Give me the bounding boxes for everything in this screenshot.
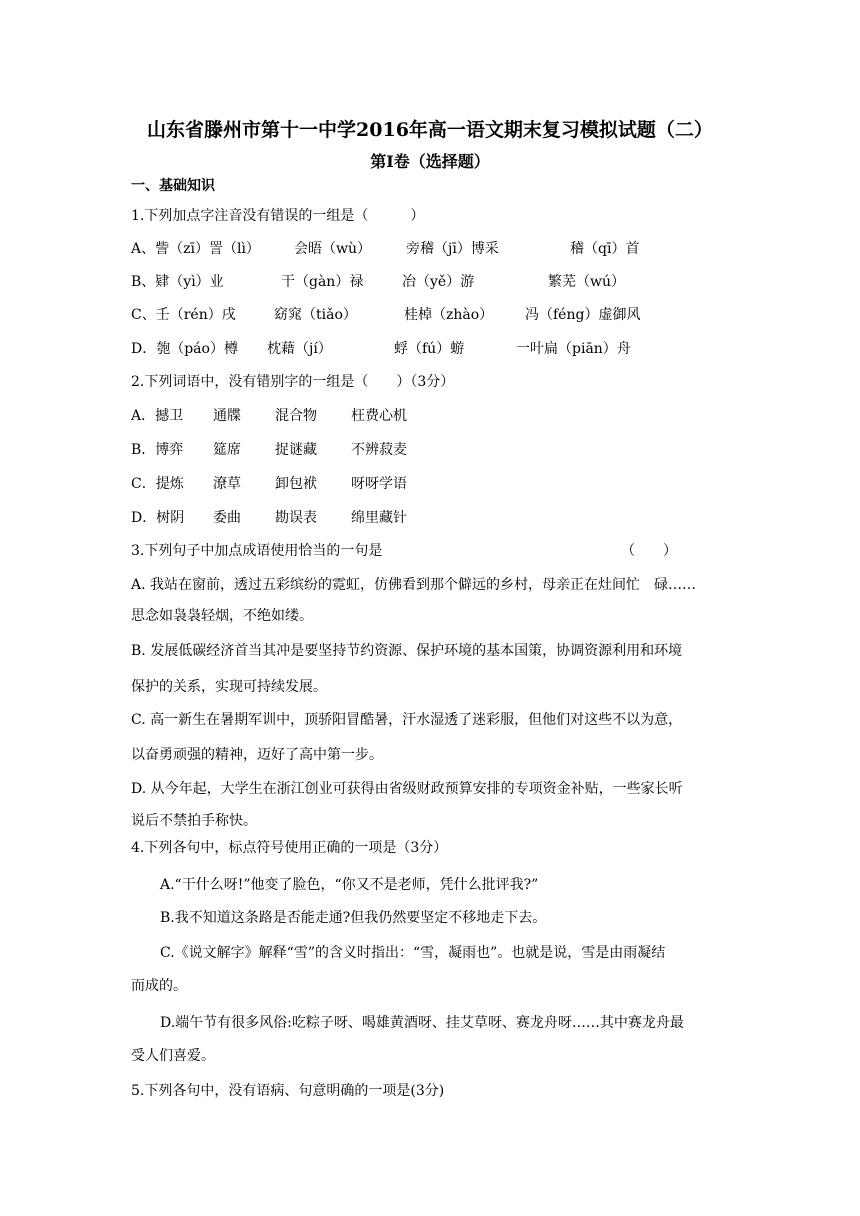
option-part: 干（gàn）禄 bbox=[281, 274, 364, 290]
section-heading: 一、基础知识 bbox=[131, 178, 215, 194]
question-3-option-a-line-2: 思念如袅袅轻烟，不绝如缕。 bbox=[131, 608, 313, 624]
question-5-stem: 5.下列各句中，没有语病、句意明确的一项是(3分) bbox=[131, 1083, 445, 1099]
document-subtitle: 第Ⅰ卷（选择题） bbox=[370, 152, 490, 171]
option-part: 枕藉（jí） bbox=[267, 341, 332, 357]
question-2-stem: 2.下列词语中，没有错别字的一组是（ ）（3分） bbox=[131, 374, 455, 390]
question-2-option-d bbox=[131, 508, 407, 528]
option-part: A、訾（zī）詈（lì） bbox=[131, 241, 260, 257]
option-part: 捉谜藏 bbox=[275, 442, 317, 458]
question-2-option-c bbox=[131, 474, 407, 494]
question-3-option-a-line-1: A. 我站在窗前，透过五彩缤纷的霓虹，仿佛看到那个僻远的乡村，母亲正在灶间忙 碌…… bbox=[131, 577, 697, 593]
option-part: 会晤（wù） bbox=[294, 241, 371, 257]
option-part: 混合物 bbox=[275, 408, 317, 424]
option-part: B、肄（yì）业 bbox=[131, 274, 224, 290]
option-part: 筵席 bbox=[213, 442, 241, 458]
document-title: 山东省滕州市第十一中学2016年高一语文期末复习模拟试题（二） bbox=[147, 119, 713, 141]
option-part: 绵里藏针 bbox=[351, 510, 407, 526]
option-part: 呀呀学语 bbox=[351, 476, 407, 492]
question-1-option-a bbox=[131, 239, 639, 259]
question-1-option-b bbox=[131, 272, 625, 292]
option-part: 冶（yě）游 bbox=[402, 274, 475, 290]
question-2-option-a bbox=[131, 406, 407, 426]
option-part: 稽（qī）首 bbox=[570, 241, 640, 257]
question-3-option-d-line-2: 说后不禁拍手称快。 bbox=[131, 813, 257, 829]
option-part: 旁稽（jī）博采 bbox=[406, 241, 499, 257]
option-part: 桂棹（zhào） bbox=[404, 307, 494, 323]
question-4-option-d-line-2: 受人们喜爱。 bbox=[131, 1048, 215, 1064]
question-4-option-d-line-1: D.端午节有很多风俗:吃粽子呀、喝雄黄酒呀、挂艾草呀、赛龙舟呀……其中赛龙舟最 bbox=[160, 1015, 684, 1031]
option-part: 通牒 bbox=[213, 408, 241, 424]
question-3-option-c-line-1: C. 高一新生在暑期军训中，顶骄阳冒酷暑，汗水湿透了迷彩服，但他们对这些不以为意， bbox=[131, 712, 683, 728]
option-part: D．树阴 bbox=[131, 510, 185, 526]
question-3-option-d-line-1: D. 从今年起，大学生在浙江创业可获得由省级财政预算安排的专项资金补贴，一些家长听 bbox=[131, 781, 683, 797]
option-part: 一叶扁（piān）舟 bbox=[516, 341, 631, 357]
option-part: C、壬（rén）戌 bbox=[131, 307, 236, 323]
question-4-option-a: A.“干什么呀!”他变了脸色，“你又不是老师，凭什么批评我?” bbox=[160, 877, 539, 893]
question-4-option-c-line-2: 而成的。 bbox=[131, 978, 187, 994]
question-3-option-b-line-2: 保护的关系，实现可持续发展。 bbox=[131, 679, 327, 695]
option-part: 潦草 bbox=[213, 476, 241, 492]
question-4-option-c-line-1: C.《说文解字》解释“雪”的含义时指出：“雪，凝雨也”。也就是说，雪是由雨凝结 bbox=[160, 945, 666, 961]
option-part: A．撼卫 bbox=[131, 408, 184, 424]
question-4-option-b: B.我不知道这条路是否能走通?但我仍然要坚定不移地走下去。 bbox=[160, 910, 547, 926]
option-part: D．匏（páo）樽 bbox=[131, 341, 238, 357]
question-3-option-c-line-2: 以奋勇顽强的精神，迈好了高中第一步。 bbox=[131, 747, 383, 763]
option-part: 繁芜（wú） bbox=[548, 274, 625, 290]
option-part: 卸包袱 bbox=[275, 476, 317, 492]
question-4-stem: 4.下列各句中，标点符号使用正确的一项是（3分） bbox=[131, 840, 448, 856]
option-part: 委曲 bbox=[213, 510, 241, 526]
option-part: 枉费心机 bbox=[351, 408, 407, 424]
question-1-option-c bbox=[131, 305, 640, 325]
question-2-option-b bbox=[131, 440, 407, 460]
option-part: 冯（féng）虚御风 bbox=[525, 307, 641, 323]
option-part: 蜉（fú）蝣 bbox=[394, 341, 465, 357]
option-part: B．博弈 bbox=[131, 442, 184, 458]
question-3-stem bbox=[131, 541, 677, 561]
answer-paren: （ ） bbox=[621, 543, 677, 559]
option-part: C．提炼 bbox=[131, 476, 184, 492]
question-stem-text: 3.下列句子中加点成语使用恰当的一句是 bbox=[131, 543, 383, 559]
option-part: 勘误表 bbox=[275, 510, 317, 526]
question-3-option-b-line-1: B. 发展低碳经济首当其冲是要坚持节约资源、保护环境的基本国策，协调资源利用和环境 bbox=[131, 643, 683, 659]
question-1-option-d bbox=[131, 339, 631, 359]
question-1-stem: 1.下列加点字注音没有错误的一组是（ ） bbox=[131, 208, 425, 224]
option-part: 不辨菽麦 bbox=[351, 442, 407, 458]
option-part: 窈窕（tiǎo） bbox=[274, 307, 357, 323]
